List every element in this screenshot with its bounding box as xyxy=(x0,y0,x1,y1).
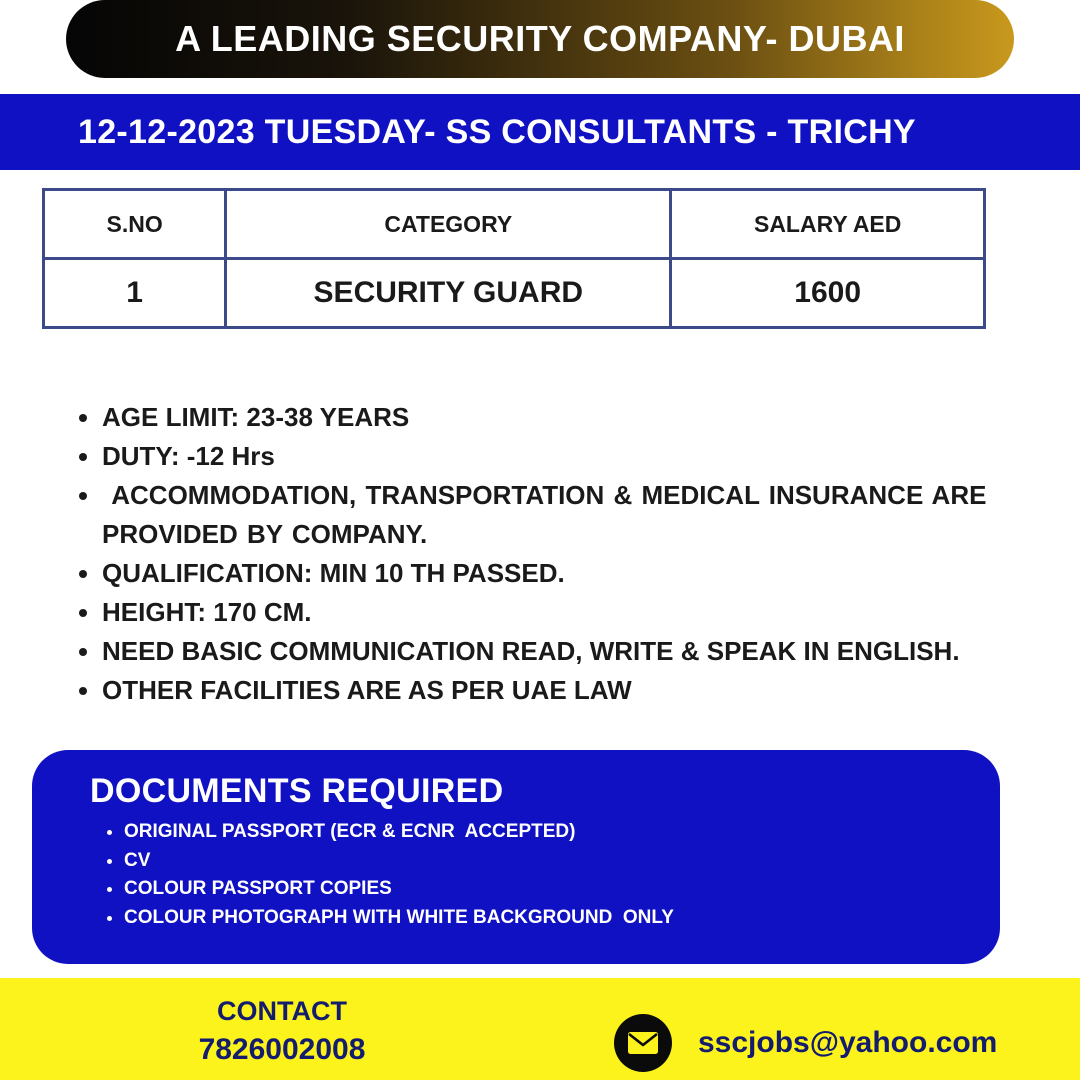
column-header-sno: S.NO xyxy=(44,190,226,259)
contact-label: CONTACT xyxy=(217,996,347,1026)
list-item: • COLOUR PASSPORT COPIES xyxy=(124,875,674,904)
jobs-table xyxy=(42,188,986,329)
documents-panel xyxy=(32,750,1000,964)
email-address[interactable]: sscjobs@yahoo.com xyxy=(698,1026,998,1059)
requirements-list xyxy=(74,398,1080,710)
list-item: • DUTY: -12 Hrs xyxy=(102,437,1080,476)
phone-number[interactable]: 7826002008 xyxy=(198,1033,366,1066)
envelope-icon xyxy=(614,1014,672,1072)
list-item: • OTHER FACILITIES ARE AS PER UAE LAW xyxy=(102,671,1080,710)
list-item: • ORIGINAL PASSPORT (ECR & ECNR ACCEPTED) xyxy=(124,818,674,847)
list-item: • HEIGHT: 170 CM. xyxy=(102,593,1080,632)
documents-list xyxy=(124,818,674,932)
cell-sno: 1 xyxy=(44,259,226,328)
page-title: A LEADING SECURITY COMPANY- DUBAI xyxy=(175,18,905,59)
list-item: • CV xyxy=(124,847,674,876)
list-item: • QUALIFICATION: MIN 10 TH PASSED. xyxy=(102,554,1080,593)
page-subtitle: 12-12-2023 TUESDAY- SS CONSULTANTS - TRICHY xyxy=(78,112,916,151)
contact-footer xyxy=(0,978,1080,1080)
subtitle-banner xyxy=(0,94,1080,170)
list-item: • ACCOMMODATION, TRANSPORTATION & MEDICAL INSURANCE ARE PROVIDED BY COMPANY. xyxy=(102,476,1080,554)
contact-block xyxy=(180,994,384,1072)
title-banner xyxy=(66,0,1014,78)
cell-salary: 1600 xyxy=(671,259,985,328)
cell-category: SECURITY GUARD xyxy=(226,259,671,328)
column-header-salary: SALARY AED xyxy=(671,190,985,259)
column-header-category: CATEGORY xyxy=(226,190,671,259)
documents-title: DOCUMENTS REQUIRED xyxy=(90,772,504,810)
table-header-row xyxy=(44,190,985,259)
list-item: • AGE LIMIT: 23-38 YEARS xyxy=(102,398,1080,437)
list-item: • COLOUR PHOTOGRAPH WITH WHITE BACKGROUND ONLY xyxy=(124,904,674,933)
table-row xyxy=(44,259,985,328)
list-item: • NEED BASIC COMMUNICATION READ, WRITE & SPEAK IN ENGLISH. xyxy=(102,632,1080,671)
